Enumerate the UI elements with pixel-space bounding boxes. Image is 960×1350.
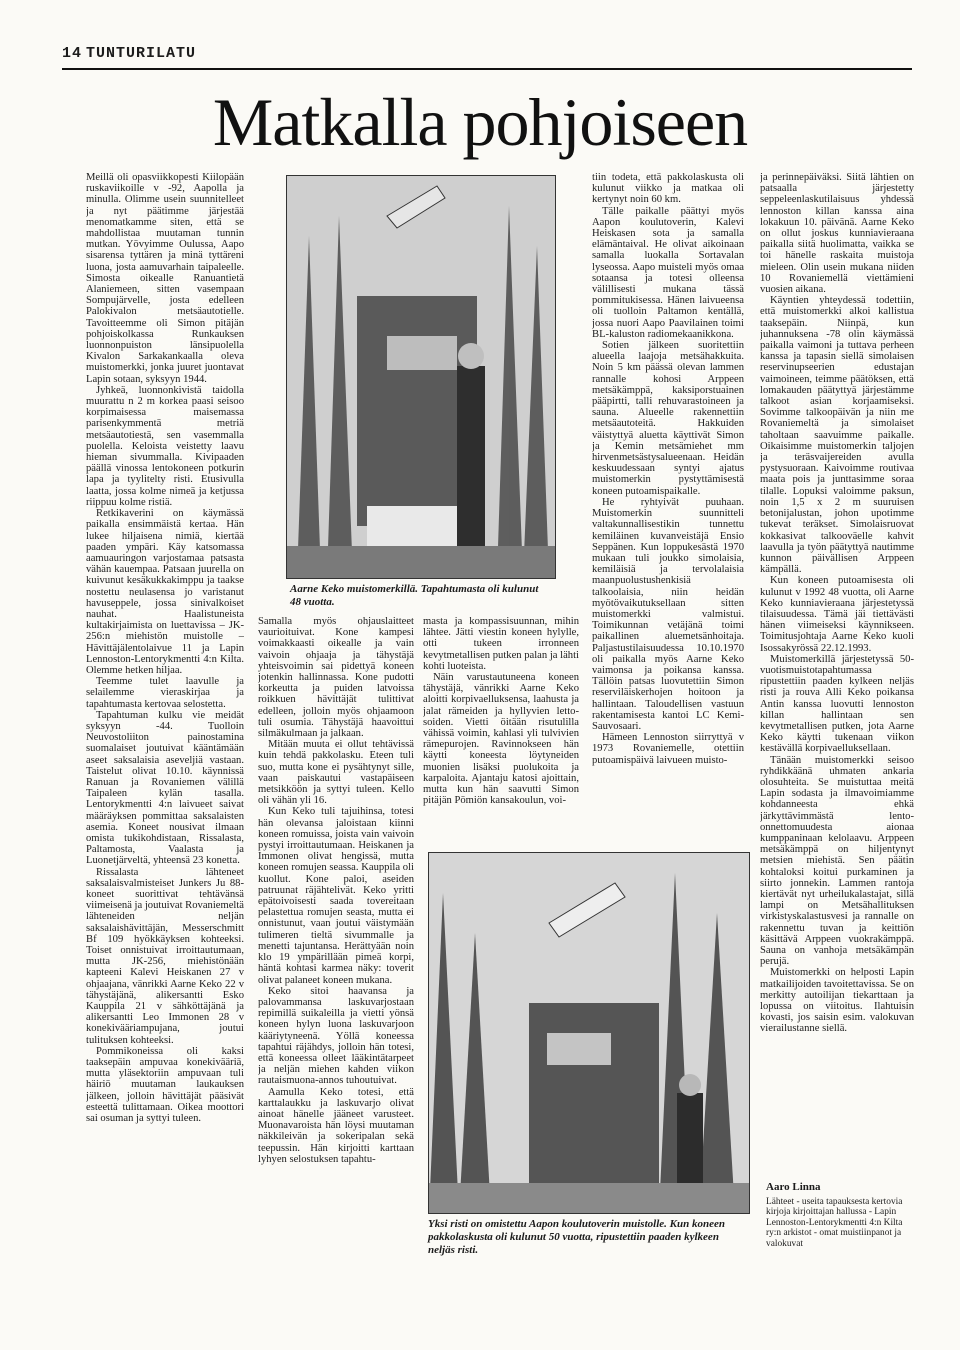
- paragraph: Käyntien yhteydessä todettiin, että muistomerkki alkoi kallistua taaksepäin. Niinpä, kun juhannuksena -78 olin käymässä paikalla vaimoni ja tuttava perheen kanssa ja tapasin siellä simolaisen reservinupseerien edustajan vaimoineen, teimme päätöksen, että lomakauden päätyttyä järjestämme talkoot asian korjaamiseksi. Sovimme talkoopäivän ja niin me Rovaniemeltä ja simolaiset taholtaan saavuimme paikalle. Oikaisimme muistomerkin taljojen ja teräsvaijereiden avulla pystysuoraan. Kaivoimme routivaa maata pois ja junttasimme soraa tilalle. Lopuksi valoimme paksun, noin 1,5 x 2 m suuruisen betonijalustan, johon upotimme tukevat teräkset. Simolaisruovat kokkasivat talkooväelle kahvit laavulla ja työn päätyttyä nautimme kunnon päivällisen Arppeen kämpällä.: [760, 295, 914, 576]
- sources-note: Lähteet - useita tapauksesta kertovia kirjoja kirjoittajan hallussa - Lapin Lennoston-Lentorykmentti 4:n Kilta ry:n arkistot - omat muistiinpanot ja valokuvat: [766, 1196, 903, 1249]
- masthead: [62, 44, 912, 70]
- paragraph: Keko sitoi haavansa ja palovammansa laskuvarjostaan repimillä suikaleilla ja vietti yönsä koneen hylyn luona laskuvarjoon kääriytyneenä. Yöllä koneessa tapahtui räjähdys, jolloin hän totesi, että koneessa olleet lääkintätarpeet ja neljän miehen kahden viikon rautaismuona-annos tuhoutuivat.: [258, 985, 414, 1087]
- article-headline: Matkalla pohjoiseen: [212, 84, 748, 160]
- publication-name: TUNTURILATU: [86, 45, 197, 62]
- paragraph: Muistomerkillä järjestetyssä 50-vuotismuistotapahtumassa ripustettiin paaden kylkeen neljäs risti ja rouva Alli Keko poikansa Antin kanssa luovutti lennoston killan hallintaan sen kevytmetallisen putken, jota Aarne Keko käytti tukenaan viikon kestävällä korpivaelluksellaan.: [760, 653, 914, 755]
- paragraph: tiin todeta, että pakkolaskusta oli kulunut viikko ja matkaa oli kertynyt noin 60 km.: [592, 172, 744, 206]
- page-number: 14: [62, 45, 83, 62]
- paragraph: Tänään muistomerkki seisoo ryhdikkäänä uhmaten ankaria olosuhteita. Se muistuttaa meitä Lapin sodasta ja ilmavoimiamme kohdanneesta ehkä järkyttävimmästä lento-onnettomuudesta aionaa kumppaninaan kelolaavu. Arppeen metsäkämppä on hiljentynyt metsien miehistä. Sen päätin kohtaloksi koitui purkaminen ja siirto jonnekin. Lammen rantoja kiertävät nyt urheilukalastajat, sillä lampi on Metsähallituksen virkistyskalastusvesi ja rannalle on rakennettu tuvan ja keittiön käsittävä Arppeen vuokrakämppä. Sauna on vanhoja metsäkämpän perujä.: [760, 754, 914, 968]
- paragraph: Sotien jälkeen suoritettiin alueella laajoja metsähakkuita. Noin 5 km päässä olevan lammen rannalle kohosi Arppeen metsäkämppä, kaksiporstuainen pääpirtti, talli rehuvarastoineen ja sauna. Alueelle rakennettiin metsäautoteitä. Hakkuiden väistyttyä aluetta käyttivät Simon ja Kemin metsämiehet mm hirvenmetsästysalueenaan. Heidän keskuudessaan syntyi ajatus muistomerkin pystyttämisestä koneen putoamispaikalle.: [592, 340, 744, 497]
- paragraph: Aamulla Keko totesi, että karttalaukku ja laskuvarjo olivat ainoat hänelle jääneet varusteet. Muonavaroista hän löysi muutaman näkkileivän ja sokeripalan sekä teepussin. Hän kirjoitti karttaan lyhyen selostuksen tapahtu-: [258, 1086, 414, 1165]
- column-3: [423, 616, 579, 844]
- author-signature: [766, 1182, 916, 1250]
- paragraph: Mitään muuta ei ollut tehtävissä kuin tehdä pakkolasku. Eteen tuli suo, mutta kone ei pysähtynyt sille, vaan paiskautui vastapäiseen metsikköön ja syttyi tuleen. Kello oli vähän yli 16.: [258, 739, 414, 807]
- column-4: [592, 172, 744, 840]
- paragraph: Meillä oli opasviikkopesti Kiilopään ruskaviikoille v -92, Aapolla ja minulla. Olimme usein suunnitelleet ja nyt päätimme järjestää menomatkamme siten, että se mahdollistaa muutaman tunnin mutkan. Yövyimme Oulussa, Aapo sisarensa tyttären ja minä tyttäreni luona, josta aamuvarhain taipaleelle. Simosta oikealle Ranuantietä Alaniemeen, sitten vasempaan Sompujärvelle, josta edelleen Palokivalon metsäautotielle. Tavoitteemme oli Simon pitäjän pohjoiskolkassa Runkauksen luonnonpuiston länsipuolella Kivalon Sarkakankaalla oleva muistomerkki, jonka juuret juontavat Lapin sotaan, syksyyn 1944.: [86, 172, 244, 385]
- column-1: [86, 172, 244, 1282]
- photo-monument-with-man: [286, 175, 556, 579]
- paragraph: ja perinnepäiväksi. Siitä lähtien on patsaalla järjestetty seppeleenlaskutilaisuus yhdessä lennoston killan kanssa aina lokakuun 10. päivänä. Aarne Keko on ollut joskus kunniavieraana paikalla siitä huolimatta, vaikka se toi hänelle raskaita muistoja mieleen. Olin usein mukana niiden 10 Rovaniemellä viettämieni vuosien aikana.: [760, 172, 914, 296]
- photo-monument-with-man-image: [287, 176, 555, 578]
- paragraph: Näin varustautuneena koneen tähystäjä, vänrikki Aarne Keko aloitti korpivaelluksensa, laahusta ja jalat rämeiden ja hyllyvien letto-soiden. Vietti öitään risutulilla vähissä voimin, kahlasi yli tulvivien rämepurojen. Ravinnokseen hän käytti koneesta löytyneiden muonien lisäksi puolukoita ja karpaloita. Ajantaju katosi ajoittain, mutta kun hän saavutti Simon pitäjän Pömiön kansakoulun, voi-: [423, 672, 579, 807]
- paragraph: Jyhkeä, luonnonkivistä taidolla muurattu n 2 m korkea paasi seisoo korpimaisessa maisemassa parisenkymmentä metriä metsäautotiestä, sen vasemmalla puolella. Keloista veistetty laavu hieman sivummalla. Kivipaaden päällä vinossa lentokoneen potkurin lapa ja tyylitelty risti. Etusivulla laatta, jossa kolme nimeä ja ketjussa riippuu kolme ristiä.: [86, 384, 244, 508]
- photo-caption-2: Yksi risti on omistettu Aapon koulutoverin muistolle. Kun koneen pakkolaskusta oli kulunut 50 vuotta, ripustettiin paaden kylkeen neljäs risti.: [428, 1218, 725, 1256]
- paragraph: Retkikaverini on käymässä paikalla ensimmäistä kertaa. Hän lukee hiljaisena nimiä, kiertää paaden ympäri. Käy katsomassa aamuauringon varjostamaa patsasta vähän kauempaa. Patsaan juurella on kuivunut kesäkukkakimppu ja taakse nostettu neulasensa jo varistanut havuseppele, jossa sinivalkoiset nauhat. Haalistuneista kultakirjaimista on luettavissa – JK-256:n miehistön muistolle – Hävittäjälentolaivue 11 ja Lapin Lennoston-Lentorykmentti 4:n Kilta. Olemme hetken hiljaa.: [86, 508, 244, 676]
- paragraph: Tapahtuman kulku vie meidät syksyyn -44. Tuolloin Neuvostoliiton painostamina suomalaiset joutuivat kääntämään aseet saksalaisia aseveljiä vastaan. Taistelut olivat 10.10. käynnissä Ranuan ja Rovaniemen välillä Taipaleen kylän tasalla. Lentorykmentti 4:n laivueet saivat määräyksen pommittaa saksalaisten asemia. Koneet nousivat ilmaan omista tukikohdistaan, Rissalasta, Paltamosta, Vaalasta ja Luonetjärveltä, yhteensä 23 konetta.: [86, 709, 244, 867]
- paragraph: Samalla myös ohjauslaitteet vaurioituivat. Kone kampesi voimakkaasti oikealle ja vain vaivoin ohjaaja ja tähystäjä yhteisvoimin sai pidettyä koneen jotenkin hallinnassa. Kone pudotti korkeutta ja puiden latvoissa roikkuen hävittäjät tulittivat edelleen, jolloin myös ohjaamoon tuli osumia. Tähystäjä haavoittui silmäkulmaan ja jalkaan.: [258, 616, 414, 740]
- author-name: Aaro Linna: [766, 1181, 821, 1193]
- photo-monument-forest-image: [429, 853, 749, 1213]
- paragraph: Hämeen Lennoston siirryttyä v 1973 Rovaniemelle, otettiin putoamispäivä laivueen muisto-: [592, 732, 744, 766]
- paragraph: Teemme tulet laavulle ja selailemme vieraskirjaa ja tapahtumasta kertovaa selostetta.: [86, 676, 244, 710]
- paragraph: Kun koneen putoamisesta oli kulunut v 1992 48 vuotta, oli Aarne Keko kunniavieraana järjestetyssä tilaisuudessa. Tämä jäi tiettävästi hänen viimeiseksi käynnikseen. Toimitusjohtaja Aarne Keko kuoli Isossakyrössä 22.12.1993.: [760, 575, 914, 654]
- column-5: [760, 172, 914, 1176]
- photo-monument-forest: [428, 852, 750, 1214]
- paragraph: Muistomerkki on helposti Lapin matkailijoiden tavoitettavissa. Se on merkitty autoilijan tiekarttaan ja lopussa on viitoitus. Ilahtuisin kovasti, jos saisin esim. valokuvan vierailustanne siellä.: [760, 967, 914, 1035]
- photo-caption-1: Aarne Keko muistomerkillä. Tapahtumasta oli kulunut 48 vuotta.: [290, 583, 539, 608]
- paragraph: Kun Keko tuli tajuihinsa, totesi hän olevansa jaloistaan kiinni koneen romuissa, joista vain vaivoin pystyi irroittautumaan. Heiskanen ja Immonen olivat hengissä, mutta koneen romujen seassa. Kauppila oli kuollut. Kone paloi, aseiden patruunat räjähtelivät. Keko yritti epätoivoisesti saada tovereitaan pelastettua romujen seasta, mutta ei onnistunut, vaan joutui väistymään tulimeren tieltä sivummalle ja menetti tajuntansa. Herättyään noin klo 19 ympärillään pimeä korpi, häntä kohtasi karmea näky: toverit olivat palaneet koneen mukana.: [258, 806, 414, 986]
- paragraph: masta ja kompassisuunnan, mihin lähtee. Jätti viestin koneen hylylle, otti tukeen irronneen kevytmetallisen putken palan ja lähti kohti luoteista.: [423, 616, 579, 672]
- paragraph: He ryhtyivät puuhaan. Muistomerkin suunnitteli valtakunnallisestikin tunnettu kemiläinen kuvanveistäjä Ensio Seppänen. Kun loppukesästä 1970 mukaan tuli joukko simolaisia, kemiläisiä ja tervolalaisia maanpuolustushenkisiä talkoolaisia, niin heidän myötövaikutuksellaan sitten muistomerkki valmistui. Toimikunnan vetäjänä toimi paikallinen aluemetsänhoitaja. Paljastustilaisuudessa 10.10.1970 oli paikalla myös Aarne Keko vaimonsa ja poikansa kanssa. Tällöin patsas luovutettiin Simon reserviläiskerhojen hoitoon ja hallintaan. Taloudellisen vastuun rakentamisesta kantoi LC Kemi-Sauvosaari.: [592, 496, 744, 732]
- column-2: [258, 616, 414, 1282]
- paragraph: Rissalasta lähteneet saksalaisvalmisteiset Junkers Ju 88-koneet suorittivat tehtävänsä viimeisenä ja joutuivat Rovaniemeltä lähteneiden neljän saksalaishävittäjän, Messerschmitt Bf 109 hyökkäyksen kohteeksi. Toiset onnistuivat irroittautumaan, mutta JK-256, miehistönään kapteeni Kalevi Heiskanen 27 v ohjaajana, vänrikki Aarne Keko 22 v tähystäjänä, alikersantti Esko Kauppila 21 v sähköttäjänä ja alikersantti Leo Immonen 28 v konekivääriampujana, joutui tulituksen kohteeksi.: [86, 866, 244, 1046]
- paragraph: Tälle paikalle päättyi myös Aapon koulutoverin, Kalevi Heiskasen sota ja samalla elämäntaival. He olivat aikoinaan samalla luokalla Sortavalan lyseossa. Aapo muisteli myös omaa sotaansa ja totesi olleensa välillisesti mukana tässä pommitukisessa. Hänen laivueensa oli tuolloin Paltamon kentällä, jossa nuori Aapo Paavilainen toimi BL-kaluston radiomekaanikkona.: [592, 205, 744, 340]
- paragraph: Pommikoneissa oli kaksi taaksepäin ampuvaa konekivääriä, mutta yläsektoriin ampuvaan tuli häiriö muutaman laukauksen jälkeen, jolloin hävittäjät pääsivät esteettä tulittamaan. Oikea moottori sai osuman ja syttyi tuleen.: [86, 1045, 244, 1125]
